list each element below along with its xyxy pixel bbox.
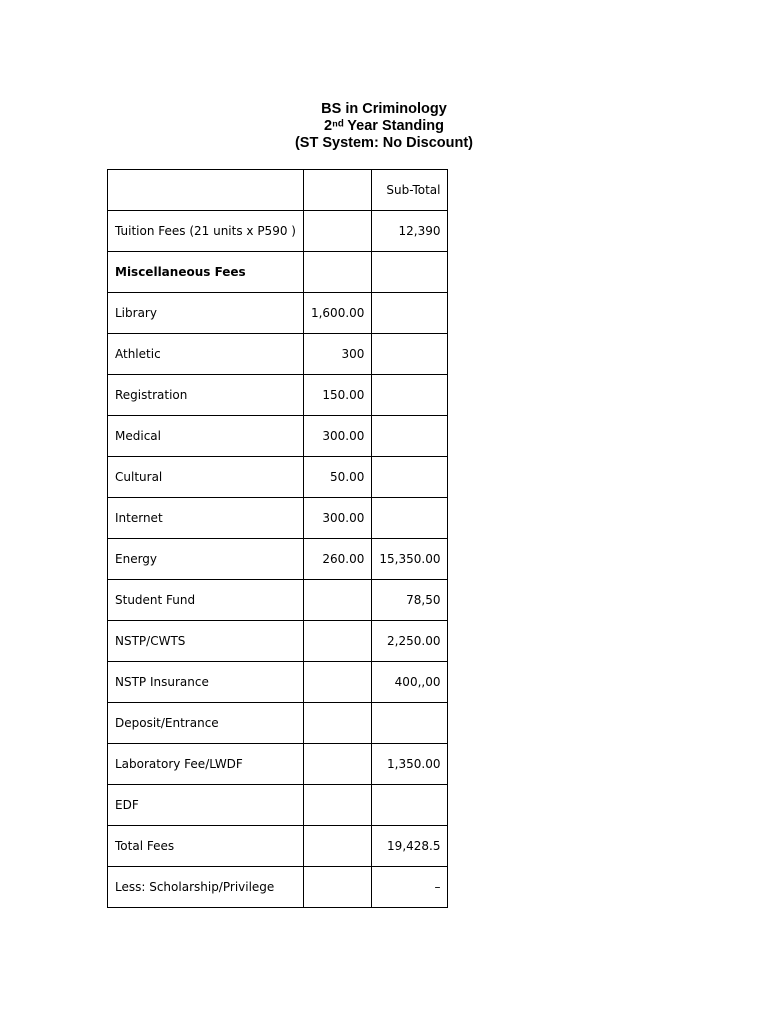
year-standing: 2ⁿᵈ Year Standing	[324, 118, 444, 134]
fee-subtotal	[372, 293, 448, 334]
fee-subtotal: 19,428.5	[372, 826, 448, 867]
fee-subtotal	[372, 703, 448, 744]
system-note: (ST System: No Discount)	[294, 135, 474, 151]
fee-subtotal	[372, 457, 448, 498]
header-subtotal-cell: Sub-Total	[372, 170, 448, 211]
fee-label: Total Fees	[108, 826, 304, 867]
fee-label: NSTP Insurance	[108, 662, 304, 703]
fee-amount	[303, 826, 371, 867]
table-row	[108, 621, 448, 662]
fee-label: Student Fund	[108, 580, 304, 621]
fee-amount	[303, 252, 371, 293]
fee-label: Tuition Fees (21 units x P590 )	[108, 211, 304, 252]
table-row	[108, 703, 448, 744]
fee-subtotal	[372, 498, 448, 539]
table-row	[108, 580, 448, 621]
fee-amount	[303, 703, 371, 744]
fee-amount: 150.00	[303, 375, 371, 416]
table-row	[108, 498, 448, 539]
table-row	[108, 662, 448, 703]
fee-amount	[303, 662, 371, 703]
table-row	[108, 252, 448, 293]
fee-subtotal	[372, 785, 448, 826]
table-row	[108, 211, 448, 252]
fee-label: Library	[108, 293, 304, 334]
fee-amount	[303, 744, 371, 785]
fee-label: EDF	[108, 785, 304, 826]
fee-label: Registration	[108, 375, 304, 416]
fee-section-label: Miscellaneous Fees	[108, 252, 304, 293]
fee-subtotal	[372, 375, 448, 416]
program-title: BS in Criminology	[321, 101, 447, 117]
fee-subtotal: –	[372, 867, 448, 908]
fee-amount	[303, 621, 371, 662]
fee-amount: 300.00	[303, 416, 371, 457]
table-row	[108, 785, 448, 826]
fee-label: Energy	[108, 539, 304, 580]
fee-amount	[303, 867, 371, 908]
fee-subtotal: 12,390	[372, 211, 448, 252]
table-header-row	[108, 170, 448, 211]
fee-label: Athletic	[108, 334, 304, 375]
table-row	[108, 334, 448, 375]
fee-subtotal	[372, 416, 448, 457]
table-row	[108, 867, 448, 908]
table-row	[108, 457, 448, 498]
fee-subtotal: 15,350.00	[372, 539, 448, 580]
fee-subtotal	[372, 252, 448, 293]
header-amount-cell	[303, 170, 371, 211]
fee-label: Cultural	[108, 457, 304, 498]
fee-subtotal: 400,,00	[372, 662, 448, 703]
document-header	[0, 101, 768, 152]
fee-label: Deposit/Entrance	[108, 703, 304, 744]
fees-table	[107, 169, 448, 908]
fee-subtotal: 2,250.00	[372, 621, 448, 662]
fee-label: Medical	[108, 416, 304, 457]
fee-subtotal: 1,350.00	[372, 744, 448, 785]
fee-amount	[303, 785, 371, 826]
table-row	[108, 826, 448, 867]
fee-amount	[303, 211, 371, 252]
fee-amount: 50.00	[303, 457, 371, 498]
fee-amount: 300.00	[303, 498, 371, 539]
fee-label: NSTP/CWTS	[108, 621, 304, 662]
fee-subtotal	[372, 334, 448, 375]
table-row	[108, 744, 448, 785]
fee-amount	[303, 580, 371, 621]
table-row	[108, 293, 448, 334]
fee-label: Less: Scholarship/Privilege	[108, 867, 304, 908]
fee-amount: 260.00	[303, 539, 371, 580]
fee-label: Laboratory Fee/LWDF	[108, 744, 304, 785]
header-label-cell	[108, 170, 304, 211]
fee-amount: 1,600.00	[303, 293, 371, 334]
table-row	[108, 539, 448, 580]
table-row	[108, 416, 448, 457]
fee-amount: 300	[303, 334, 371, 375]
fee-subtotal: 78,50	[372, 580, 448, 621]
fee-label: Internet	[108, 498, 304, 539]
table-row	[108, 375, 448, 416]
